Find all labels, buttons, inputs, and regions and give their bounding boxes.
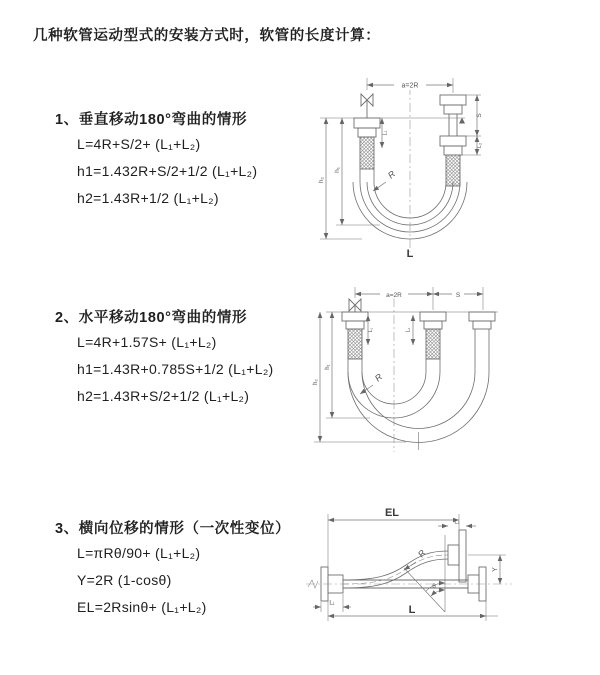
valve-icon [361, 94, 373, 118]
section-3-formula-el: EL=2Rsinθ+ (L₁+L₂) [77, 599, 207, 615]
section-1-formula-h1: h1=1.432R+S/2+1/2 (L₁+L₂) [77, 163, 258, 179]
dim-label-l1-bottom: L₁ [329, 600, 335, 607]
d3-construction [404, 535, 445, 612]
d3-centerline [306, 580, 512, 588]
braid-section [360, 137, 374, 169]
dim-label-h1: h₁ [325, 364, 331, 370]
section-2-formula-h1: h1=1.43R+0.785S+1/2 (L₁+L₂) [77, 361, 274, 377]
section-3-heading: 3、横向位移的情形（一次性变位） [55, 521, 291, 537]
section-1-formula-l: L=4R+S/2+ (L₁+L₂) [77, 136, 201, 152]
length-label: L [408, 604, 416, 616]
radius-label: R [372, 371, 385, 384]
section-3-formula-l: L=πRθ/90+ (L₁+L₂) [77, 545, 201, 561]
section-2-heading: 2、水平移动180°弯曲的情形 [55, 310, 248, 326]
dim-label-a2r: a=2R [386, 292, 402, 299]
valve-icon [349, 299, 361, 312]
length-label: L [406, 248, 414, 260]
flange-plate [354, 118, 380, 128]
dim-label-s: S [476, 113, 483, 118]
page-title: 几种软管运动型式的安装方式时，软管的长度计算： [33, 28, 381, 44]
radius-label: R [385, 168, 398, 181]
d2-dimensions [314, 287, 483, 442]
angle-theta-label: θ [432, 583, 436, 590]
dim-label-h2: h₂ [318, 176, 325, 184]
d3-hose-drawing [321, 530, 486, 601]
dim-label-l1: L₁ [368, 327, 374, 333]
section-2-formula-h2: h2=1.43R+S/2+1/2 (L₁+L₂) [77, 388, 250, 404]
radius-label: R [415, 547, 428, 560]
d2-hose-drawing [326, 299, 498, 450]
dim-label-h2: h₂ [313, 379, 319, 385]
dim-label-l1: L₁ [382, 130, 389, 136]
dim-label-y: Y [492, 567, 499, 572]
section-1-heading: 1、垂直移动180°弯曲的情形 [55, 112, 248, 128]
dim-label-a2r: a=2R [401, 82, 419, 90]
dim-label-l1-top: L₁ [454, 519, 460, 526]
section-3-formula-y: Y=2R (1-cosθ) [77, 572, 172, 588]
section-1-formula-h2: h2=1.43R+1/2 (L₁+L₂) [77, 190, 219, 206]
dim-label-el: EL [384, 507, 400, 519]
dim-label-s: S [455, 292, 461, 299]
braid-section [348, 329, 362, 359]
diagram-vertical-180-bend [310, 70, 510, 265]
diagram-lateral-displacement [300, 488, 520, 660]
dim-label-h1: h₁ [334, 167, 341, 173]
section-2-formula-l: L=4R+1.57S+ (L₁+L₂) [77, 334, 217, 350]
diagram-horizontal-180-bend [308, 282, 508, 462]
dim-label-l2: L₂ [405, 327, 412, 333]
dim-label-l2: L₂ [477, 142, 483, 149]
